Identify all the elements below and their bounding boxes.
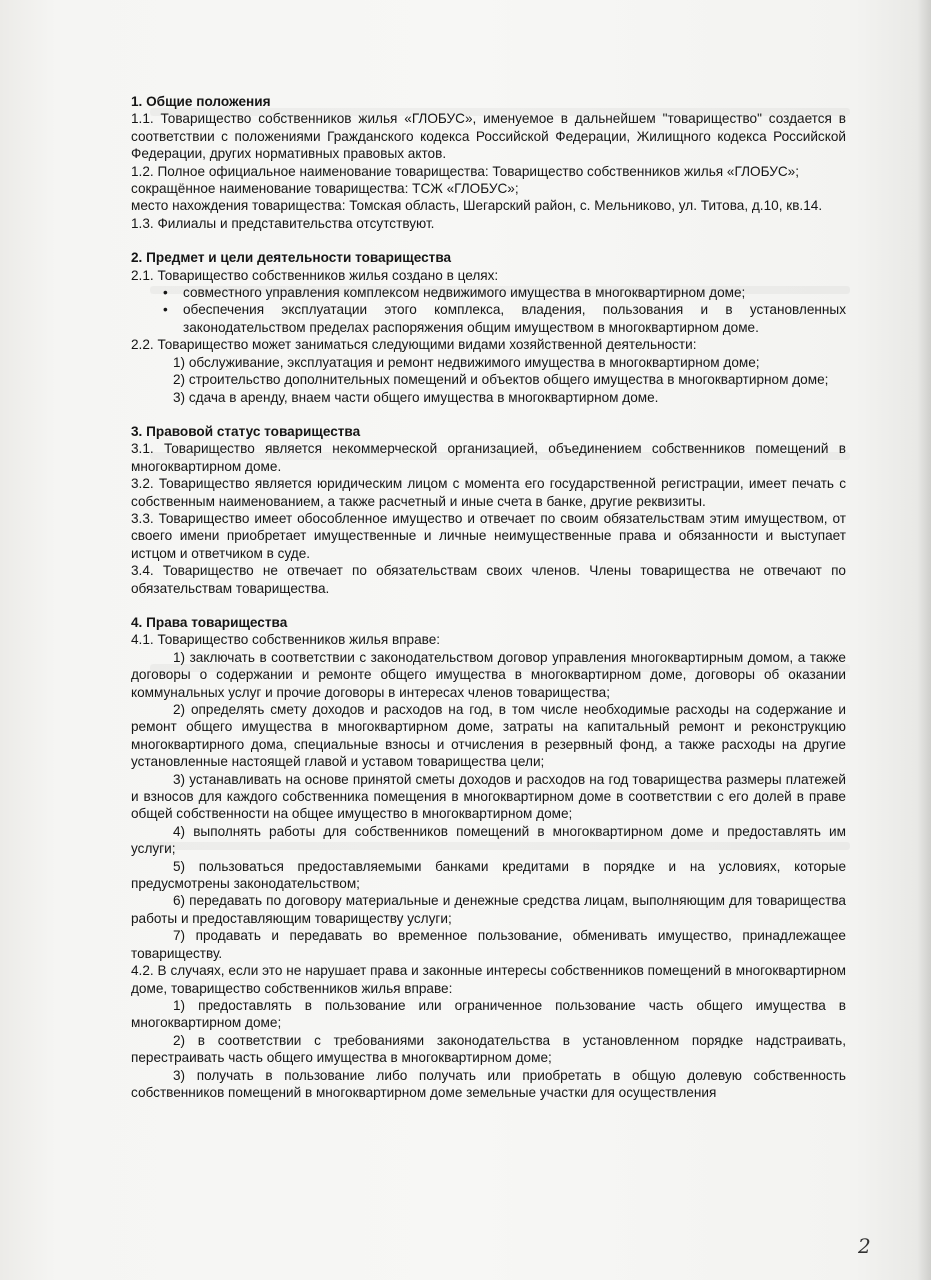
list-item: 1) обслуживание, эксплуатация и ремонт недвижимого имущества в многоквартирном доме; — [173, 354, 760, 370]
location: место нахождения товарищества: Томская область, Шегарский район, с. Мельниково, ул. Титова, д.10, кв.14. — [131, 198, 823, 214]
list-item: 2) строительство дополнительных помещений и объектов общего имущества в многоквартирном доме; — [173, 372, 829, 388]
clause-2-1: 2.1. Товарищество собственников жилья создано в целях: — [131, 267, 499, 283]
clause-1-2: 1.2. Полное официальное наименование товарищества: Товарищество собственников жилья «ГЛОБУС»; — [131, 163, 799, 179]
bullet-item — [131, 301, 846, 336]
bullet-icon: • — [163, 285, 168, 301]
list-item: 1) предоставлять в пользование или ограниченное пользование часть общего имущества в многоквартирном доме; — [131, 997, 846, 1031]
list-item: 1) заключать в соответствии с законодательством договор управления многоквартирным домом, а также договоры о содержании и ремонте общего имущества в многоквартирном доме, договоры об оказании коммунальных услуг и прочие договоры в интересах членов товарищества; — [131, 649, 846, 700]
bullet-item — [131, 284, 846, 301]
bullet-icon: • — [163, 302, 168, 318]
bullet-text: обеспечения эксплуатации этого комплекса, владения, пользования и в установленных законодательством пределах распоряжения общим имуществом в многоквартирном доме. — [183, 302, 846, 335]
page-number: 2 — [858, 1234, 871, 1258]
section-4-title: 4. Права товарищества — [131, 614, 288, 630]
list-item: 2) в соответствии с требованиями законодательства в установленном порядке надстраивать, перестраивать часть общего имущества в многоквартирном доме; — [131, 1032, 846, 1066]
section-1-title: 1. Общие положения — [131, 94, 271, 109]
list-item: 3) получать в пользование либо получать или приобретать в общую долевую собственность собственников помещений в многоквартирном доме земельные участки для осуществления — [131, 1067, 846, 1100]
document-body — [131, 93, 846, 1101]
list-item: 3) сдача в аренду, внаем части общего имущества в многоквартирном доме. — [173, 389, 659, 405]
list-item: 7) продавать и передавать во временное пользование, обменивать имущество, принадлежащее товариществу. — [131, 928, 846, 961]
clause-1-3: 1.3. Филиалы и представительства отсутствуют. — [131, 215, 435, 231]
clause-4-2: 4.2. В случаях, если это не нарушает права и законные интересы собственников помещений в многоквартирном доме, товарищество собственников жилья вправе: — [131, 963, 846, 996]
clause-2-2: 2.2. Товарищество может заниматься следующими видами хозяйственной деятельности: — [131, 337, 697, 353]
clause-3-4: 3.4. Товарищество не отвечает по обязательствам своих членов. Члены товарищества не отвечают по обязательствам товарищества. — [131, 563, 846, 596]
list-item: 2) определять смету доходов и расходов на год, в том числе необходимые расходы на содержание и ремонт общего имущества в многоквартирном доме, затраты на капитальный ремонт и реконструкцию многоквартирного дома, специальные взносы и отчисления в резервный фонд, а также расходы на другие установленные настоящей главой и уставом товарищества цели; — [131, 702, 846, 770]
short-name: сокращённое наименование товарищества: ТСЖ «ГЛОБУС»; — [131, 181, 519, 197]
list-item: 6) передавать по договору материальные и денежные средства лицам, выполняющим для товарищества работы и предоставляющим товариществу услуги; — [131, 893, 846, 926]
list-item: 3) устанавливать на основе принятой сметы доходов и расходов на год товарищества размеры платежей и взносов для каждого собственника помещения в многоквартирном доме в соответствии с его долей в праве общей собственности на общее имущество в многоквартирном доме; — [131, 771, 846, 822]
clause-3-3: 3.3. Товарищество имеет обособленное имущество и отвечает по своим обязательствам этим имуществом, от своего имени приобретает имущественные и личные неимущественные права и обязанности и выступает истцом и ответчиком в суде. — [131, 510, 846, 561]
list-item: 4) выполнять работы для собственников помещений в многоквартирном доме и предоставлять им услуги; — [131, 823, 846, 857]
clause-3-2: 3.2. Товарищество является юридическим лицом с момента его государственной регистрации, имеет печать с собственным наименованием, а также расчетный и иные счета в банке, другие реквизиты. — [131, 476, 846, 509]
section-3-title: 3. Правовой статус товарищества — [131, 423, 361, 439]
page-edge-shadow — [917, 0, 931, 1280]
bullet-text: совместного управления комплексом недвижимого имущества в многоквартирном доме; — [183, 285, 746, 301]
clause-3-1: 3.1. Товарищество является некоммерческой организацией, объединением собственников помещений в многоквартирном доме. — [131, 441, 846, 474]
clause-1-1: 1.1. Товарищество собственников жилья «ГЛОБУС», именуемое в дальнейшем "товарищество" создается в соответствии с положениями Гражданского кодекса Российской Федерации, Жилищного кодекса Российской Федерации, других нормативных правовых актов. — [131, 111, 846, 162]
section-2-title: 2. Предмет и цели деятельности товарищества — [131, 250, 452, 266]
clause-4-1: 4.1. Товарищество собственников жилья вправе: — [131, 632, 441, 648]
list-item: 5) пользоваться предоставляемыми банками кредитами в порядке и на условиях, которые предусмотрены законодательством; — [131, 858, 846, 892]
